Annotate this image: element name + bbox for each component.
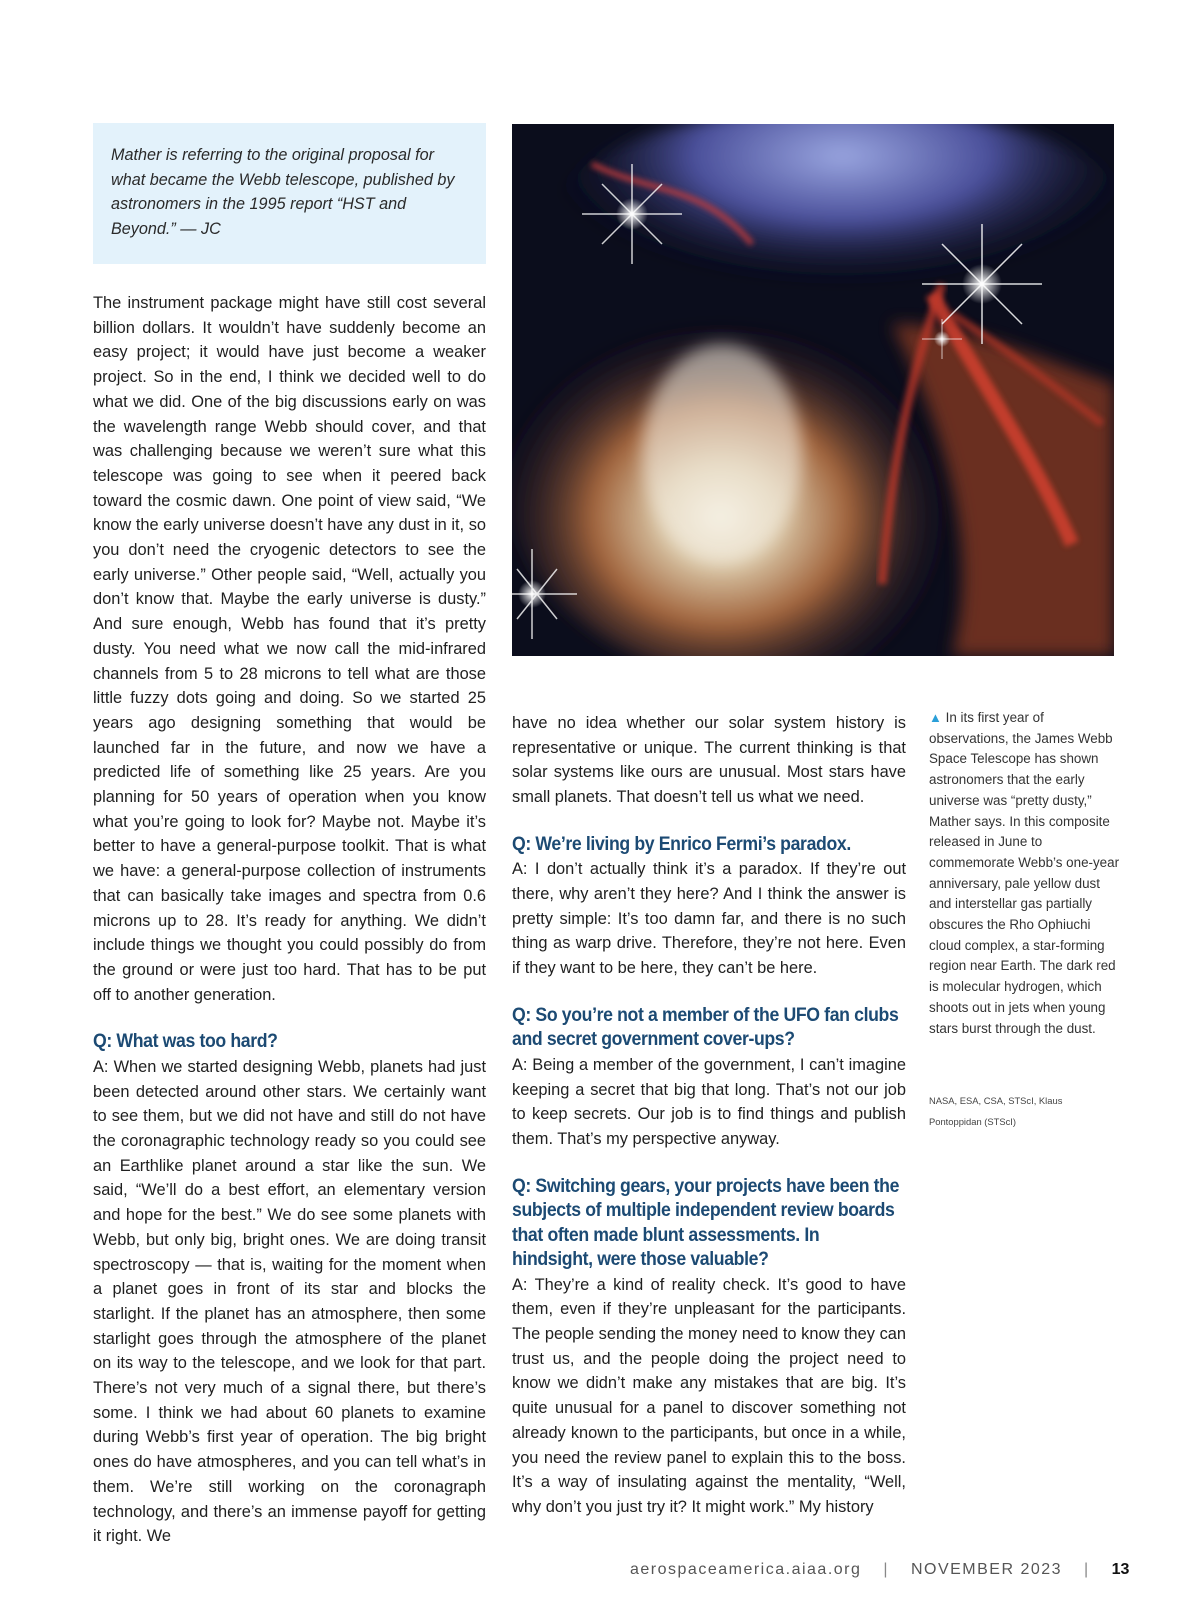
page-footer: [630, 1561, 1130, 1583]
body-paragraph: The instrument package might have still cost several billion dollars. It wouldn’t have suddenly become an easy project; it would have just become a weaker project. So in the end, I think we decided well to do what we did. One of the big discussions early on was the wavelength range Webb should cover, and that was challenging because we weren’t sure what this telescope was going to see when it peered back toward the cosmic dawn. One point of view said, “We know the early universe doesn’t have any dust in it, so you don’t need the cryogenic detectors to see the early universe.” Other people said, “Well, actually you don’t know that. Maybe the early universe is dusty.” And sure enough, Webb has found that it’s pretty dusty. You need what we now call the mid-infrared channels from 5 to 28 microns to tell what are those little fuzzy dots going and doing. So we started 25 years ago designing something that would be launched far in the future, and now we have a predicted life of something like 25 years. Are you planning for 50 years of operation when you know what you’re going to look for? Maybe not. Maybe it’s better to have a general-purpose toolkit. That is what we have: a general-purpose collection of instruments that can basically take images and spectra from 0.6 microns up to 28. It’s ready for anything. We didn’t include things we thought you could possibly do from the ground or were just too hard. That has to be put off to another generation.: [93, 294, 486, 1004]
page-number: 13: [1111, 1561, 1130, 1578]
footer-separator: |: [883, 1561, 889, 1578]
editor-note-text: Mather is referring to the original proposal for what became the Webb telescope, published by astronomers in the 1995 report “HST and Beyond.” — JC: [111, 146, 455, 238]
question-heading: Q: Switching gears, your projects have been the subjects of multiple independent review boards that often made blunt assessments. In hindsight, were those valuable?: [512, 1175, 900, 1271]
photo-credit: NASA, ESA, CSA, STScI, Klaus Pontoppidan (STScI): [929, 1095, 1063, 1127]
middle-text-column: [512, 711, 906, 1520]
body-paragraph: have no idea whether our solar system history is representative or unique. The current thinking is that solar systems like ours are unusual. Most stars have small planets. That doesn’t tell us what we need.: [512, 714, 906, 807]
nebula-photo: [512, 124, 1114, 656]
photo-caption: [929, 708, 1124, 1039]
footer-separator: |: [1084, 1561, 1090, 1578]
caption-triangle-icon: ▲: [929, 710, 942, 725]
footer-site-link[interactable]: aerospaceamerica.aiaa.org: [630, 1561, 862, 1578]
answer-paragraph: A: I don’t actually think it’s a paradox. If they’re out there, why aren’t they here? And I think the answer is pretty simple: It’s too damn far, and there is no such thing as warp drive. Therefore, they’re not here. Even if they want to be here, they can’t be here.: [512, 860, 906, 978]
answer-paragraph: A: Being a member of the government, I can’t imagine keeping a secret that big that long. That’s not our job to keep secrets. Our job is to find things and publish them. That’s my perspective anyway.: [512, 1055, 906, 1148]
answer-paragraph: A: They’re a kind of reality check. It’s good to have them, even if they’re unpleasant for the participants. The people sending the money need to know they can trust us, and the people doing the project need to know we didn’t make any mistakes that are big. It’s quite unusual for a panel to discover something not already known to the participants, but once in a while, you need the review panel to explain this to the boss. It’s a way of insulating against the mentality, “Well, why don’t you just try it? It might work.” My history: [512, 1275, 906, 1516]
caption-text: In its first year of observations, the James Webb Space Telescope has shown astronomers that the early universe was “pretty dusty,” Mather says. In this composite released in June to commemorate Webb’s one-year anniversary, pale yellow dust and interstellar gas partially obscures the Rho Ophiuchi cloud complex, a star-forming region near Earth. The dark red is molecular hydrogen, which shoots out in jets when young stars burst through the dust.: [929, 710, 1120, 1036]
editor-note-box: [93, 123, 486, 264]
left-text-column: [93, 291, 486, 1549]
nebula-image-illustration: [512, 124, 1114, 656]
answer-paragraph: A: When we started designing Webb, planets had just been detected around other stars. We certainly want to see them, but we did not have and still do not have the coronagraphic technology ready so you could see an Earthlike planet around a star like the sun. We said, “We’ll do a best effort, an elementary version and hope for the best.” We do see some planets with Webb, but only big, bright ones. We are doing transit spectroscopy — that is, waiting for the moment when a planet goes in front of its star and blocks the starlight. If the planet has an atmosphere, then some starlight goes through the atmosphere of the planet on its way to the telescope, and we look for that part. There’s not very much of a signal there, but there’s some. I think we had about 60 planets to examine during Webb’s first year of operation. The big bright ones do have atmospheres, and you can tell what’s in them. We’re still working on the coronagraph technology, and there’s an immense payoff for getting it right. We: [93, 1057, 486, 1546]
question-heading: Q: What was too hard?: [93, 1031, 278, 1053]
footer-issue: NOVEMBER 2023: [910, 1561, 1063, 1578]
question-heading: Q: So you’re not a member of the UFO fan clubs and secret government cover-ups?: [512, 1004, 899, 1051]
question-heading: Q: We’re living by Enrico Fermi’s paradox.: [512, 833, 851, 855]
